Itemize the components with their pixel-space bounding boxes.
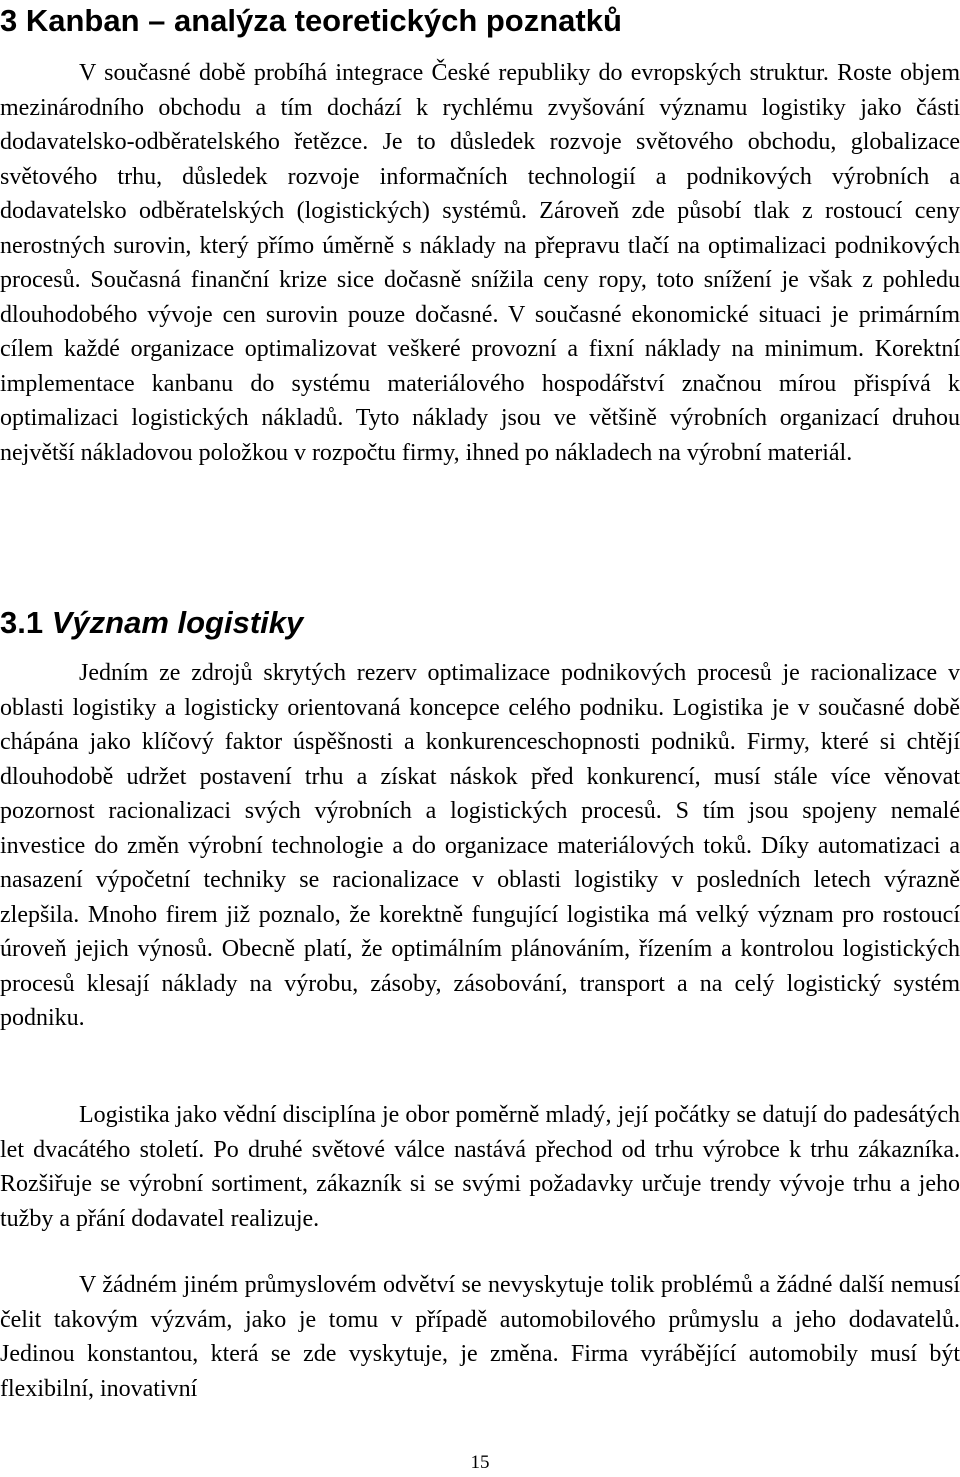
section-heading	[0, 602, 303, 644]
paragraph-logistics-discipline: Logistika jako vědní disciplína je obor poměrně mladý, její počátky se datují do padesátých let dvacátého století. Po druhé světové válce nastává přechod od trhu výrobce k trhu zákazníka. Rozšiřuje se výrobní sortiment, zákazník si se svými požadavky určuje trendy vývoje trhu a jeho tužby a přání dodavatel realizuje.	[0, 1102, 960, 1232]
chapter-heading: 3 Kanban – analýza teoretických poznatků	[0, 3, 622, 38]
paragraph-automotive: V žádném jiném průmyslovém odvětví se nevyskytuje tolik problémů a žádné další nemusí čelit takovým výzvám, jako je tomu v případě automobilového průmyslu a jeho dodavatelů. Jedinou konstantou, která se zde vyskytuje, je změna. Firma vyrábějící automobily musí být flexibilní, inovativní	[0, 1272, 960, 1402]
paragraph-logistics-importance: Jedním ze zdrojů skrytých rezerv optimalizace podnikových procesů je racionalizace v oblasti logistiky a logisticky orientovaná koncepce celého podniku. Logistika je v současné době chápána jako klíčový faktor úspěšnosti a konkurenceschopnosti podniků. Firmy, které si chtějí dlouhodobě udržet postavení trhu a získat náskok před konkurencí, musí stále více věnovat pozornost racionalizaci svých výrobních a logistických procesů. S tím jsou spojeny nemalé investice do změn výrobní technologie a do organizace materiálových toků. Díky automatizaci a nasazení výpočetní techniky se racionalizace v oblasti logistiky v posledních letech výrazně zlepšila. Mnoho firem již poznalo, že korektně fungující logistika má velký význam pro rostoucí úroveň jejich výnosů. Obecně platí, že optimálním plánováním, řízením a kontrolou logistických procesů klesají náklady na výrobu, zásoby, zásobování, transport a na celý logistický systém podniku.	[0, 660, 960, 1031]
section-title: Význam logistiky	[51, 605, 304, 640]
page-number: 15	[470, 1452, 490, 1473]
paragraph-intro: V současné době probíhá integrace České republiky do evropských struktur. Roste objem mezinárodního obchodu a tím dochází k rychlému zvyšování významu logistiky jako části dodavatelsko-odběratelského řetězce. Je to důsledek rozvoje světového obchodu, globalizace světového trhu, důsledek rozvoje informačních technologií a podnikových výrobních a dodavatelsko odběratelských (logistických) systémů. Zároveň zde působí tlak z rostoucí ceny nerostných surovin, který přímo úměrně s náklady na přepravu tlačí na optimalizaci podnikových procesů. Současná finanční krize sice dočasně snížila ceny ropy, toto snížení je však z pohledu dlouhodobého vývoje cen surovin pouze dočasné. V současné ekonomické situaci je primárním cílem každé organizace optimalizovat veškeré provozní a fixní náklady na minimum. Korektní implementace kanbanu do systému materiálového hospodářství značnou mírou přispívá k optimalizaci logistických nákladů. Tyto náklady jsou ve většině výrobních organizací druhou největší nákladovou položkou v rozpočtu firmy, ihned po nákladech na výrobní materiál.	[0, 60, 960, 466]
section-number: 3.1	[0, 605, 44, 640]
